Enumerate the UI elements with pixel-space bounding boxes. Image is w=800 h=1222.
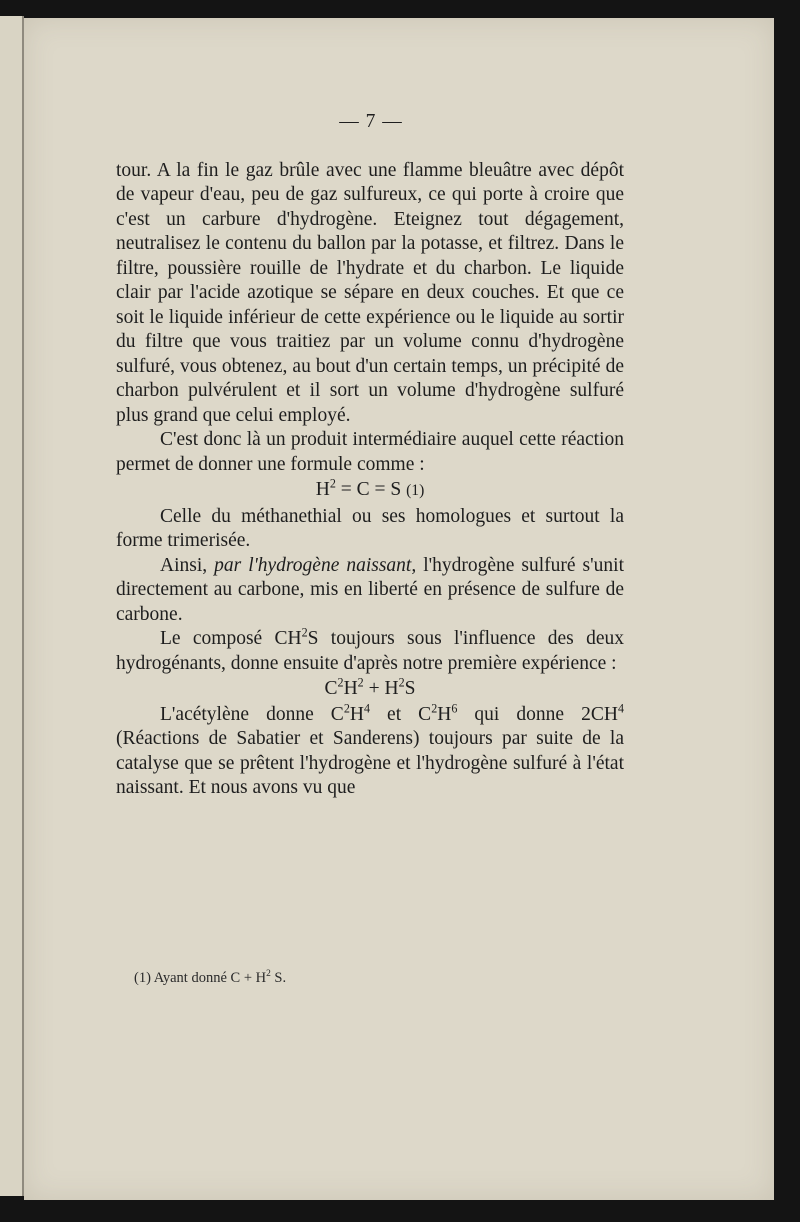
paragraph-3: Celle du méthanethial ou ses homologues et surtout la forme trimerisée. [116, 505, 624, 551]
formula-methanethial: $H^2 = C = S$ (1) [315, 476, 425, 500]
paragraph-4: Ainsi, par l'hydrogène naissant, l'hydrogène sulfuré s'unit directement au carbone, mis en liberté en présence de sulfure de carbone. [116, 554, 624, 625]
previous-page-edge [0, 16, 24, 1196]
paragraph-2: C'est donc là un produit intermédiaire auquel cette réaction permet de donner une formule comme : [116, 429, 624, 475]
footnote: (1) Ayant donné $C + H^2$ S. [134, 969, 287, 986]
page-number: — 7 — [339, 111, 403, 132]
paragraph-1: tour. A la fin le gaz brûle avec une flamme bleuâtre avec dépôt de vapeur d'eau, peu de gaz sulfureux, ce qui porte à croire que c'est un carbure d'hydrogène. Eteignez tout dégagement, neutralisez le contenu du ballon par la potasse, et filtrez. Dans le filtre, poussière rouille de l'hydrate et du charbon. Le liquide clair par l'acide azotique se sépare en deux couches. Et que ce soit le liquide inférieur de cette expérience ou le liquide au sortir du filtre que vous traitiez par un volume connu d'hydrogène sulfuré, vous obtenez, au bout d'un certain temps, un précipité de charbon pulvérulent et il sort un volume d'hydrogène sulfuré plus grand que celui employé. [116, 159, 624, 426]
emphasis-hydrogene-naissant: par l'hydrogène naissant, [214, 554, 417, 576]
footnote-reference: (1) [406, 482, 425, 499]
paragraph-6: L'acétylène donne $C^2H^4$ et $C^2H^6$ qui donne $2CH^4$ (Réactions de Sabatier et Sanderens) toujours par suite de la catalyse que se prêtent l'hydrogène et l'hydrogène sulfuré à l'état naissant. Et nous avons vu que [116, 701, 624, 798]
paragraph-5: Le composé $CH^2S$ toujours sous l'influence des deux hydrogénants, donne ensuite d'après notre première expérience : [116, 625, 624, 674]
page-content [116, 110, 624, 801]
formula-acetylene: $C^2H^2 + H^2S$ [324, 675, 416, 699]
